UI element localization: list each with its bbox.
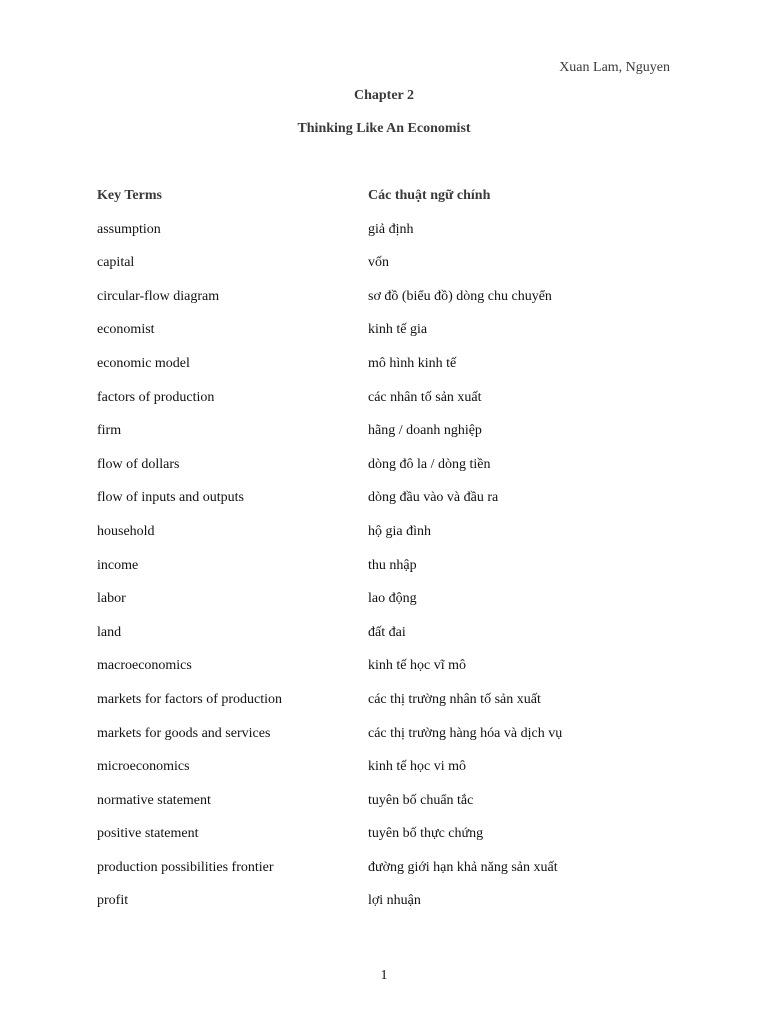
term-english: markets for factors of production	[97, 691, 283, 707]
table-row	[97, 691, 697, 725]
term-vietnamese: đất đai	[368, 624, 406, 640]
term-english: economist	[97, 322, 155, 338]
term-english: positive statement	[97, 826, 199, 842]
term-rows	[97, 221, 697, 926]
table-row	[97, 590, 697, 624]
term-english: firm	[97, 423, 122, 439]
term-english: markets for goods and services	[97, 725, 271, 741]
column-header-vietnamese: Các thuật ngữ chính	[368, 188, 491, 203]
term-vietnamese: tuyên bố thực chứng	[368, 826, 484, 842]
table-row	[97, 557, 697, 591]
term-vietnamese: lợi nhuận	[368, 893, 421, 909]
key-terms-table	[97, 187, 697, 926]
term-english: production possibilities frontier	[97, 859, 274, 875]
term-vietnamese: các nhân tố sản xuất	[368, 389, 482, 405]
term-english: circular-flow diagram	[97, 288, 220, 304]
term-english: assumption	[97, 221, 161, 237]
term-english: household	[97, 523, 155, 539]
term-vietnamese: đường giới hạn khả năng sản xuất	[368, 859, 558, 875]
table-row	[97, 422, 697, 456]
table-row	[97, 221, 697, 255]
table-row	[97, 624, 697, 658]
table-row	[97, 792, 697, 826]
term-english: normative statement	[97, 792, 211, 808]
chapter-heading: Chapter 2	[353, 88, 415, 103]
table-row	[97, 456, 697, 490]
term-vietnamese: sơ đồ (biểu đồ) dòng chu chuyển	[368, 288, 552, 304]
term-vietnamese: lao động	[368, 591, 417, 607]
term-vietnamese: vốn	[368, 255, 389, 271]
term-vietnamese: kinh tế học vi mô	[368, 759, 466, 775]
term-vietnamese: giả định	[368, 221, 414, 237]
term-english: economic model	[97, 355, 190, 371]
column-header-english: Key Terms	[97, 188, 162, 203]
page-number: 1	[380, 968, 388, 983]
term-english: income	[97, 557, 139, 573]
term-vietnamese: các thị trường hàng hóa và dịch vụ	[368, 725, 563, 741]
term-vietnamese: kinh tế gia	[368, 322, 428, 338]
term-english: flow of inputs and outputs	[97, 490, 244, 506]
table-row	[97, 523, 697, 557]
table-row	[97, 859, 697, 893]
table-header-row	[97, 187, 697, 221]
table-row	[97, 758, 697, 792]
table-row	[97, 254, 697, 288]
table-row	[97, 892, 697, 926]
term-vietnamese: dòng đầu vào và đầu ra	[368, 490, 499, 506]
term-vietnamese: các thị trường nhân tố sản xuất	[368, 691, 541, 707]
table-row	[97, 489, 697, 523]
table-row	[97, 725, 697, 759]
term-vietnamese: hãng / doanh nghiệp	[368, 423, 482, 439]
term-vietnamese: dòng đô la / dòng tiền	[368, 456, 491, 472]
term-english: labor	[97, 591, 126, 607]
table-row	[97, 657, 697, 691]
term-english: microeconomics	[97, 759, 190, 775]
term-vietnamese: kinh tế học vĩ mô	[368, 658, 466, 674]
table-row	[97, 321, 697, 355]
table-row	[97, 389, 697, 423]
term-vietnamese: tuyên bố chuẩn tắc	[368, 792, 474, 808]
term-english: profit	[97, 893, 129, 909]
term-english: capital	[97, 255, 135, 271]
term-english: macroeconomics	[97, 658, 192, 674]
table-row	[97, 288, 697, 322]
table-row	[97, 355, 697, 389]
term-vietnamese: thu nhập	[368, 557, 417, 573]
term-vietnamese: hộ gia đình	[368, 523, 431, 539]
term-english: factors of production	[97, 389, 215, 405]
term-vietnamese: mô hình kinh tế	[368, 355, 457, 371]
term-english: land	[97, 624, 122, 640]
term-english: flow of dollars	[97, 456, 180, 472]
author-name: Xuan Lam, Nguyen	[559, 60, 670, 75]
table-row	[97, 825, 697, 859]
chapter-title: Thinking Like An Economist	[297, 121, 471, 136]
